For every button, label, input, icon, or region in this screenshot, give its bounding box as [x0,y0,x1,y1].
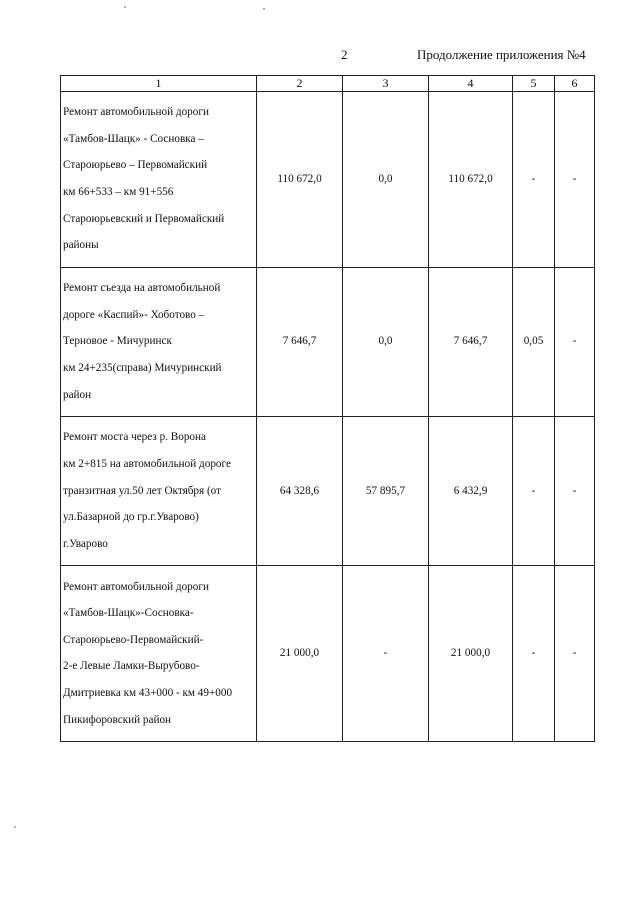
value-col-2: 64 328,6 [257,417,343,566]
value-col-5: 0,05 [513,267,555,416]
column-header-1: 1 [61,76,257,92]
value-col-4: 7 646,7 [429,267,513,416]
project-name-line: км 66+533 – км 91+556 [63,186,174,199]
project-name-line: Ремонт автомобильной дороги [63,106,209,119]
scan-speck [124,6,126,8]
scan-speck [263,8,265,10]
continuation-note: Продолжение приложения №4 [417,47,586,62]
project-name-line: «Тамбов-Шацк» - Сосновка – [63,132,204,145]
project-name-line: Староюрьево-Первомайский- [63,633,204,646]
value-col-5: - [513,566,555,742]
column-header-5: 5 [513,76,555,92]
project-name-line: Дмитриевка км 43+000 - км 49+000 [63,687,233,700]
project-name-cell [61,566,257,742]
project-name-cell [61,92,257,268]
table-row [61,267,595,416]
column-header-6: 6 [555,76,595,92]
project-name-line: г.Уварово [63,537,108,550]
value-col-3: - [343,566,429,742]
column-header-3: 3 [343,76,429,92]
value-col-2: 21 000,0 [257,566,343,742]
project-name-cell [61,267,257,416]
value-col-2: 110 672,0 [257,92,343,268]
column-header-2: 2 [257,76,343,92]
value-col-5: - [513,92,555,268]
value-col-6: - [555,566,595,742]
project-name-line: транзитная ул.50 лет Октября (от [63,484,222,497]
scan-speck [14,826,16,828]
project-name-line: км 24+235(справа) Мичуринский [63,361,222,374]
project-name-line: Ремонт автомобильной дороги [63,580,209,593]
table-row [61,417,595,566]
value-col-3: 0,0 [343,92,429,268]
header-row [61,76,595,92]
value-col-6: - [555,267,595,416]
value-col-6: - [555,417,595,566]
value-col-5: - [513,417,555,566]
project-name-cell [61,417,257,566]
appendix-table [60,75,595,742]
project-name-line: Терновое - Мичуринск [63,335,172,348]
page-number: 2 [341,47,348,62]
project-name-line: Староюрьевский и Первомайский [63,212,225,225]
project-name-line: ул.Базарной до гр.г.Уварово) [63,511,199,524]
project-name-line: 2-е Левые Ламки-Вырубово- [63,660,200,673]
project-name-line: Староюрьево – Первомайский [63,159,208,172]
project-name-line: Пикифоровский район [63,713,172,726]
project-name-line: Ремонт моста через р. Ворона [63,431,206,444]
value-col-4: 21 000,0 [429,566,513,742]
value-col-4: 6 432,9 [429,417,513,566]
table-row [61,92,595,268]
value-col-4: 110 672,0 [429,92,513,268]
column-header-4: 4 [429,76,513,92]
project-name-line: районы [63,239,99,252]
project-name-line: «Тамбов-Шацк»-Сосновка- [63,607,194,620]
value-col-2: 7 646,7 [257,267,343,416]
value-col-3: 0,0 [343,267,429,416]
project-name-line: Ремонт съезда на автомобильной [63,282,221,295]
value-col-6: - [555,92,595,268]
project-name-line: дороге «Каспий»- Хоботово – [63,308,205,321]
value-col-3: 57 895,7 [343,417,429,566]
project-name-line: район [63,388,92,401]
project-name-line: км 2+815 на автомобильной дороге [63,458,231,471]
table-row [61,566,595,742]
